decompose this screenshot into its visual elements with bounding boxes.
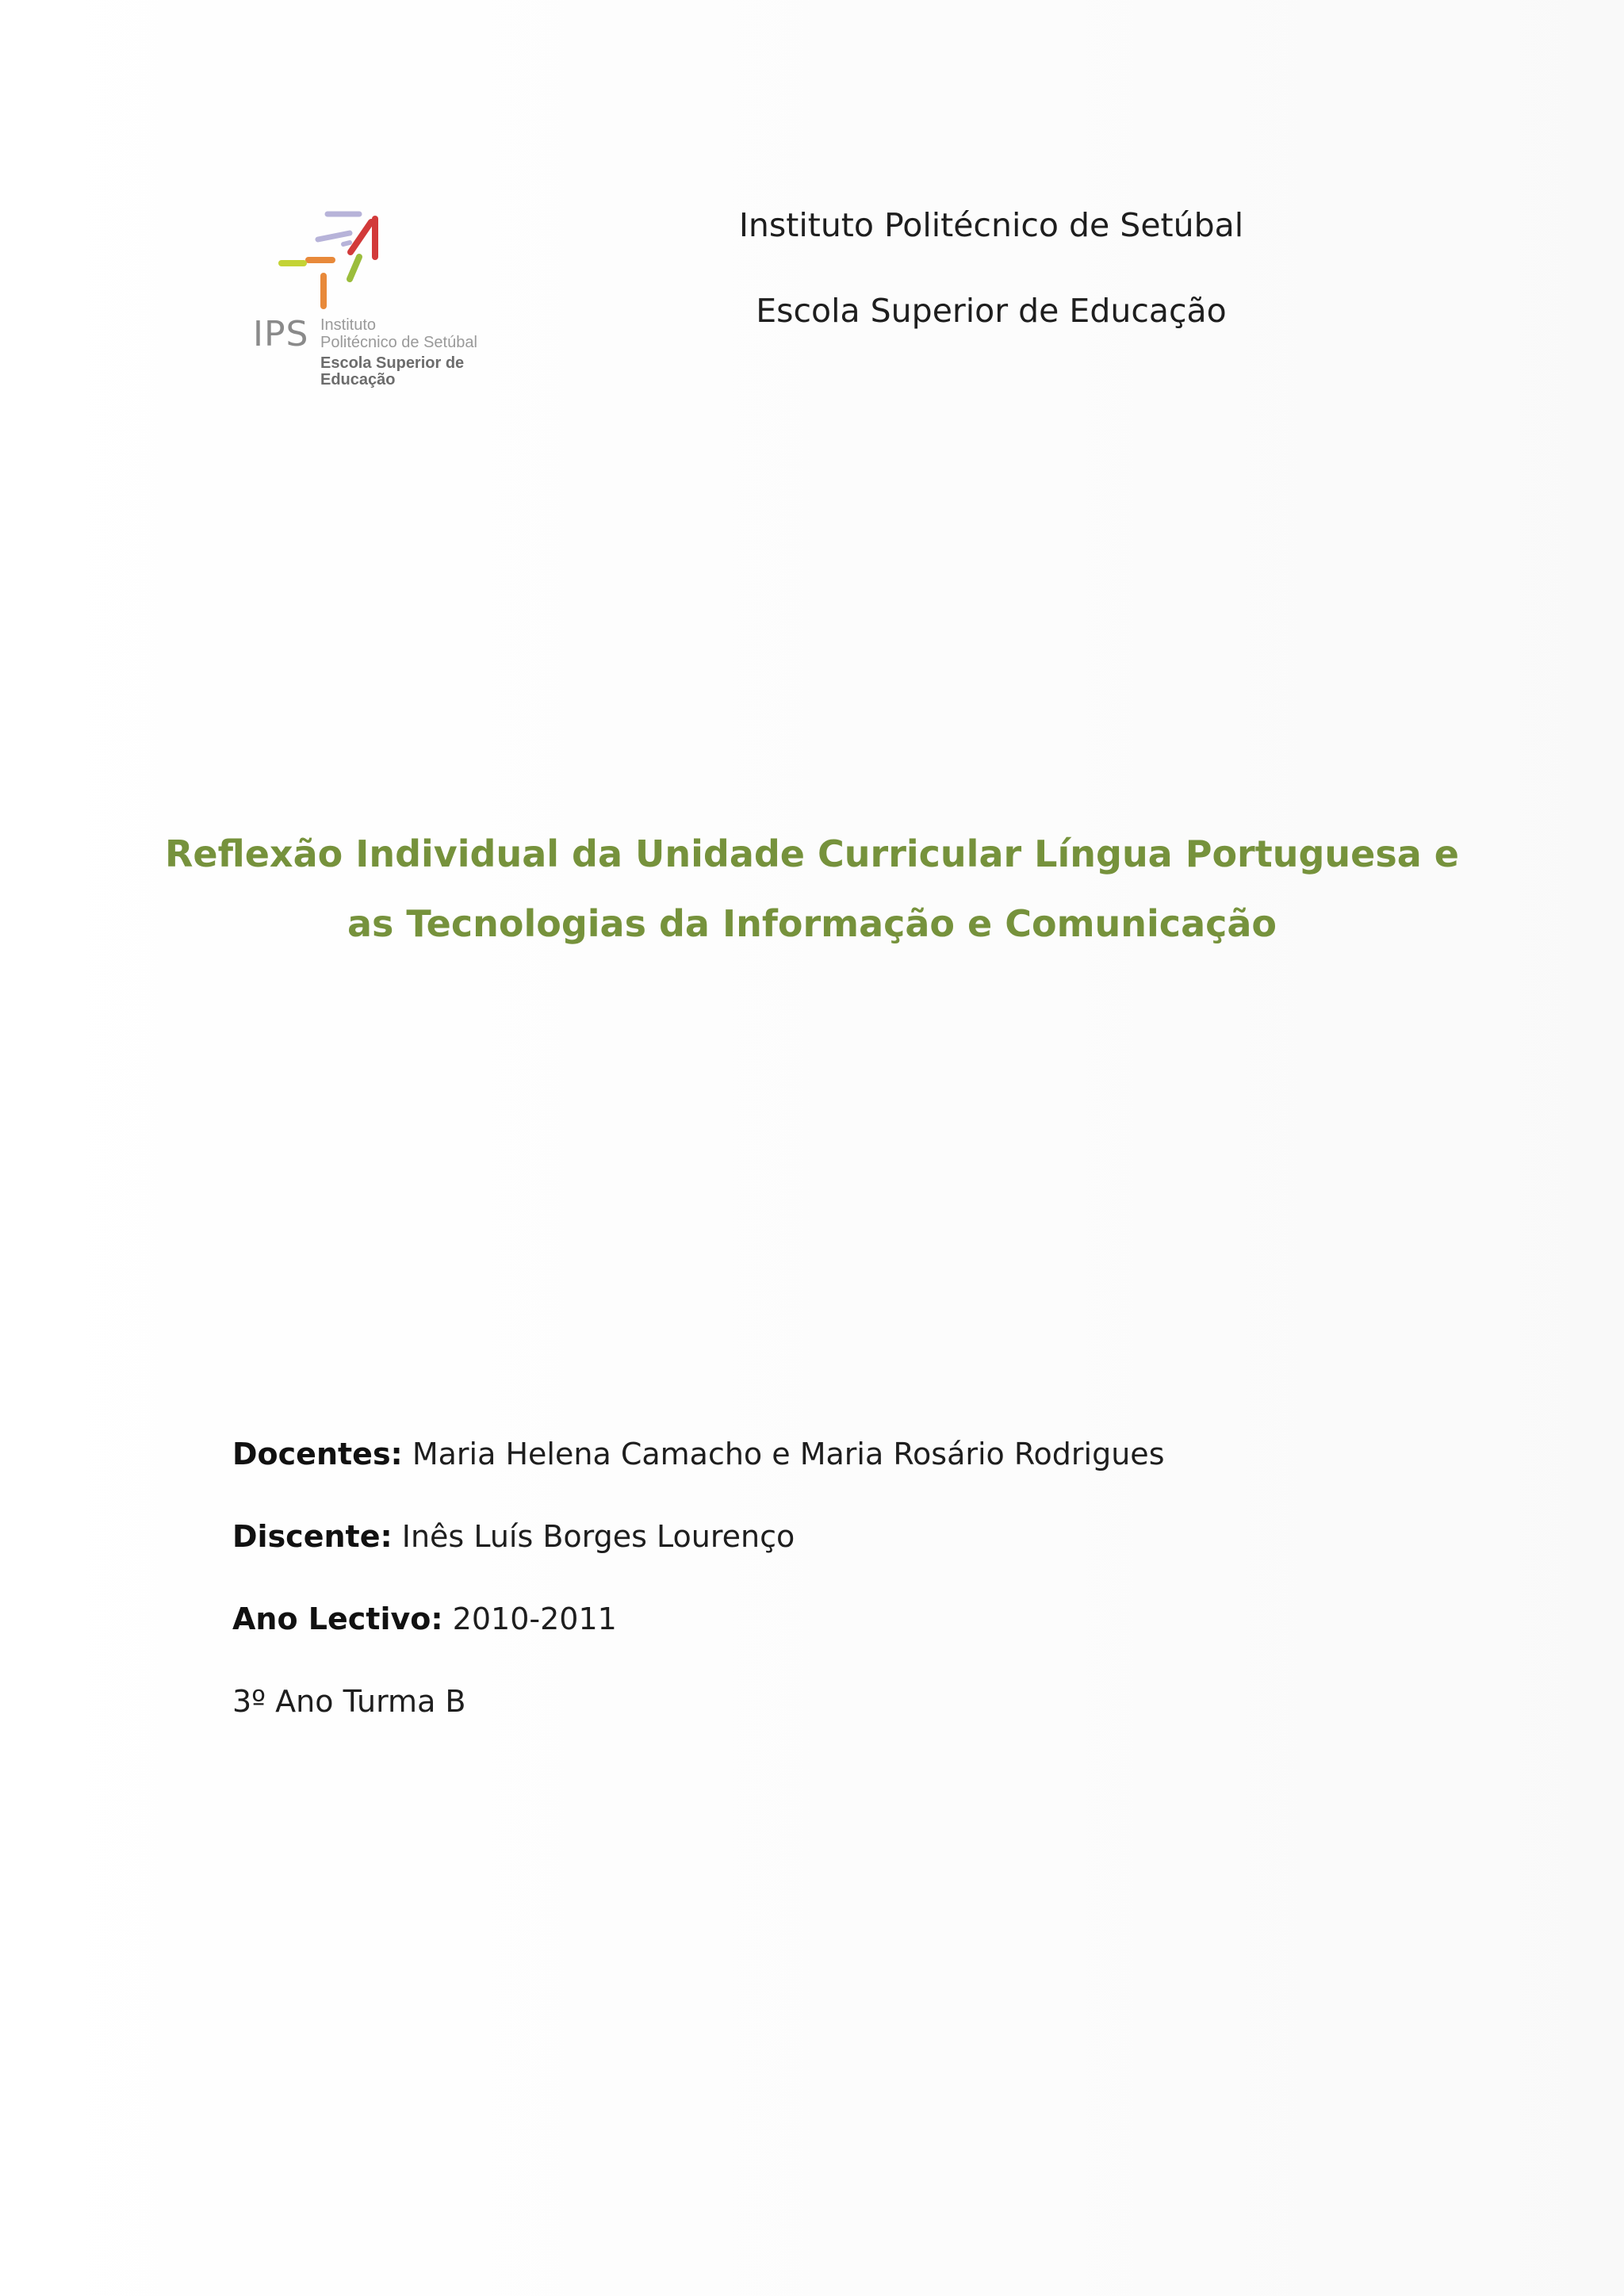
docentes-row	[232, 1439, 1165, 1469]
logo-text-line2: Politécnico de Setúbal	[320, 334, 477, 351]
institution-name: Instituto Politécnico de Setúbal	[738, 206, 1244, 244]
ano-lectivo-value: 2010-2011	[452, 1601, 617, 1636]
ips-logo	[250, 205, 504, 395]
logo-text-line3: Escola Superior de	[320, 354, 465, 372]
ano-lectivo-label: Ano Lectivo:	[232, 1601, 443, 1636]
docentes-label: Docentes:	[232, 1437, 403, 1471]
discente-value: Inês Luís Borges Lourenço	[401, 1519, 795, 1554]
school-name: Escola Superior de Educação	[756, 292, 1227, 330]
document-title-line1: Reflexão Individual da Unidade Curricular Língua Portuguesa e	[165, 832, 1459, 875]
logo-text-line1: Instituto	[320, 316, 377, 334]
logo-text-line4: Educação	[320, 371, 396, 388]
docentes-value: Maria Helena Camacho e Maria Rosário Rodrigues	[412, 1437, 1165, 1471]
document-title-line2: as Tecnologias da Informação e Comunicação	[347, 902, 1277, 945]
discente-label: Discente:	[232, 1519, 393, 1554]
ano-lectivo-row	[232, 1601, 617, 1636]
turma-row: 3º Ano Turma B	[232, 1684, 466, 1719]
logo-abbreviation: IPS	[253, 314, 309, 354]
discente-row	[232, 1521, 795, 1552]
ips-logo-mark-icon	[250, 205, 504, 316]
